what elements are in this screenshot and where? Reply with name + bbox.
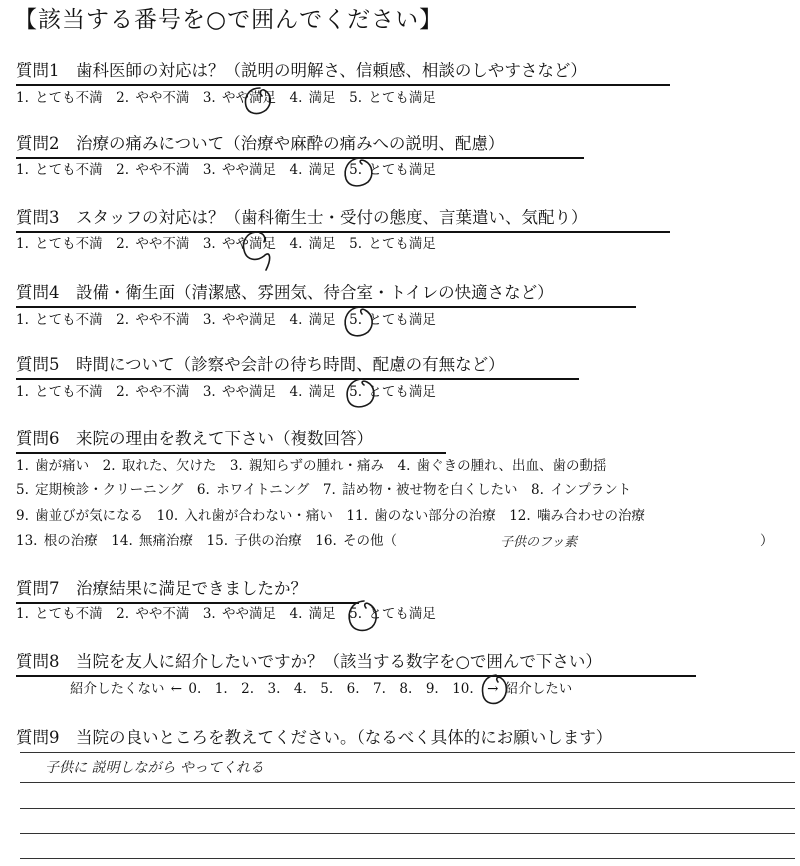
q8-underline — [16, 675, 696, 677]
q4-options: 1. とても不満 2. やや不満 3. やや満足 4. 満足 5. とても満足 — [16, 312, 436, 328]
q7-answer-circle — [344, 598, 382, 638]
q9-handwritten-answer: 子供に 説明しながら やってくれる — [45, 760, 264, 776]
form-header: 【該当する番号を○で囲んでください】 — [14, 7, 444, 33]
q9-line-2 — [20, 782, 795, 783]
q1-title: 質問1 歯科医師の対応は？（説明の明解さ、信頼感、相談のしやすさなど） — [16, 61, 587, 80]
q7-options: 1. とても不満 2. やや不満 3. やや満足 4. 満足 5. とても満足 — [16, 606, 436, 622]
q3-options: 1. とても不満 2. やや不満 3. やや満足 4. 満足 5. とても満足 — [16, 236, 436, 252]
q2-answer-circle — [340, 155, 378, 191]
q6-reasons-row-3: 9. 歯並びが気になる 10. 入れ歯が合わない・痛い 11. 歯のない部分の治療 12. 噛み合わせの治療 — [16, 508, 645, 524]
q8-title: 質問8 当院を友人に紹介したいですか？（該当する数字を○で囲んで下さい） — [16, 652, 602, 671]
q6-underline — [16, 452, 446, 454]
q2-underline — [16, 157, 584, 159]
q4-title: 質問4 設備・衛生面（清潔感、雰囲気、待合室・トイレの快適さなど） — [16, 283, 554, 302]
q5-title: 質問5 時間について（診察や会計の待ち時間、配慮の有無など） — [16, 355, 505, 374]
q6-reasons-row-4: 13. 根の治療 14. 無痛治療 15. 子供の治療 16. その他（ — [16, 533, 398, 549]
q4-answer-circle — [340, 304, 378, 342]
q4-underline — [16, 306, 636, 308]
q9-line-5 — [20, 858, 795, 859]
q9-title: 質問9 当院の良いところを教えてください。（なるべく具体的にお願いします） — [16, 728, 613, 747]
q3-underline — [16, 231, 670, 233]
q1-underline — [16, 84, 670, 86]
q9-line-1 — [20, 752, 795, 753]
q3-title: 質問3 スタッフの対応は？（歯科衛生士・受付の態度、言葉遣い、気配り） — [16, 208, 588, 227]
q9-line-4 — [20, 833, 795, 834]
q1-answer-circle — [242, 84, 276, 118]
q1-options: 1. とても不満 2. やや不満 3. やや満足 4. 満足 5. とても満足 — [16, 90, 436, 106]
q6-title: 質問6 来院の理由を教えて下さい（複数回答） — [16, 429, 373, 448]
q6-reasons-row-2: 5. 定期検診・クリーニング 6. ホワイトニング 7. 詰め物・被せ物を白くしたい 8. インプラント — [16, 482, 632, 498]
q5-answer-circle — [342, 376, 380, 412]
q3-answer-circle — [238, 228, 278, 274]
q6-other-close-paren: ） — [760, 533, 774, 549]
q8-answer-circle — [478, 672, 512, 710]
q7-underline — [16, 602, 359, 604]
q8-scale: 紹介したくない ← 0. 1. 2. 3. 4. 5. 6. 7. 8. 9. 10. → 紹介したい — [70, 681, 573, 697]
q7-title: 質問7 治療結果に満足できましたか？ — [16, 579, 307, 598]
q6-reasons-row-1: 1. 歯が痛い 2. 取れた、欠けた 3. 親知らずの腫れ・痛み 4. 歯ぐきの腫れ、出血、歯の動揺 — [16, 458, 607, 474]
q2-title: 質問2 治療の痛みについて（治療や麻酔の痛みへの説明、配慮） — [16, 134, 505, 153]
q2-options: 1. とても不満 2. やや不満 3. やや満足 4. 満足 5. とても満足 — [16, 162, 436, 178]
q6-other-handwritten-answer: 子供のフッ素 — [500, 535, 578, 550]
q5-underline — [16, 378, 579, 380]
q9-line-3 — [20, 808, 795, 809]
q5-options: 1. とても不満 2. やや不満 3. やや満足 4. 満足 5. とても満足 — [16, 384, 436, 400]
